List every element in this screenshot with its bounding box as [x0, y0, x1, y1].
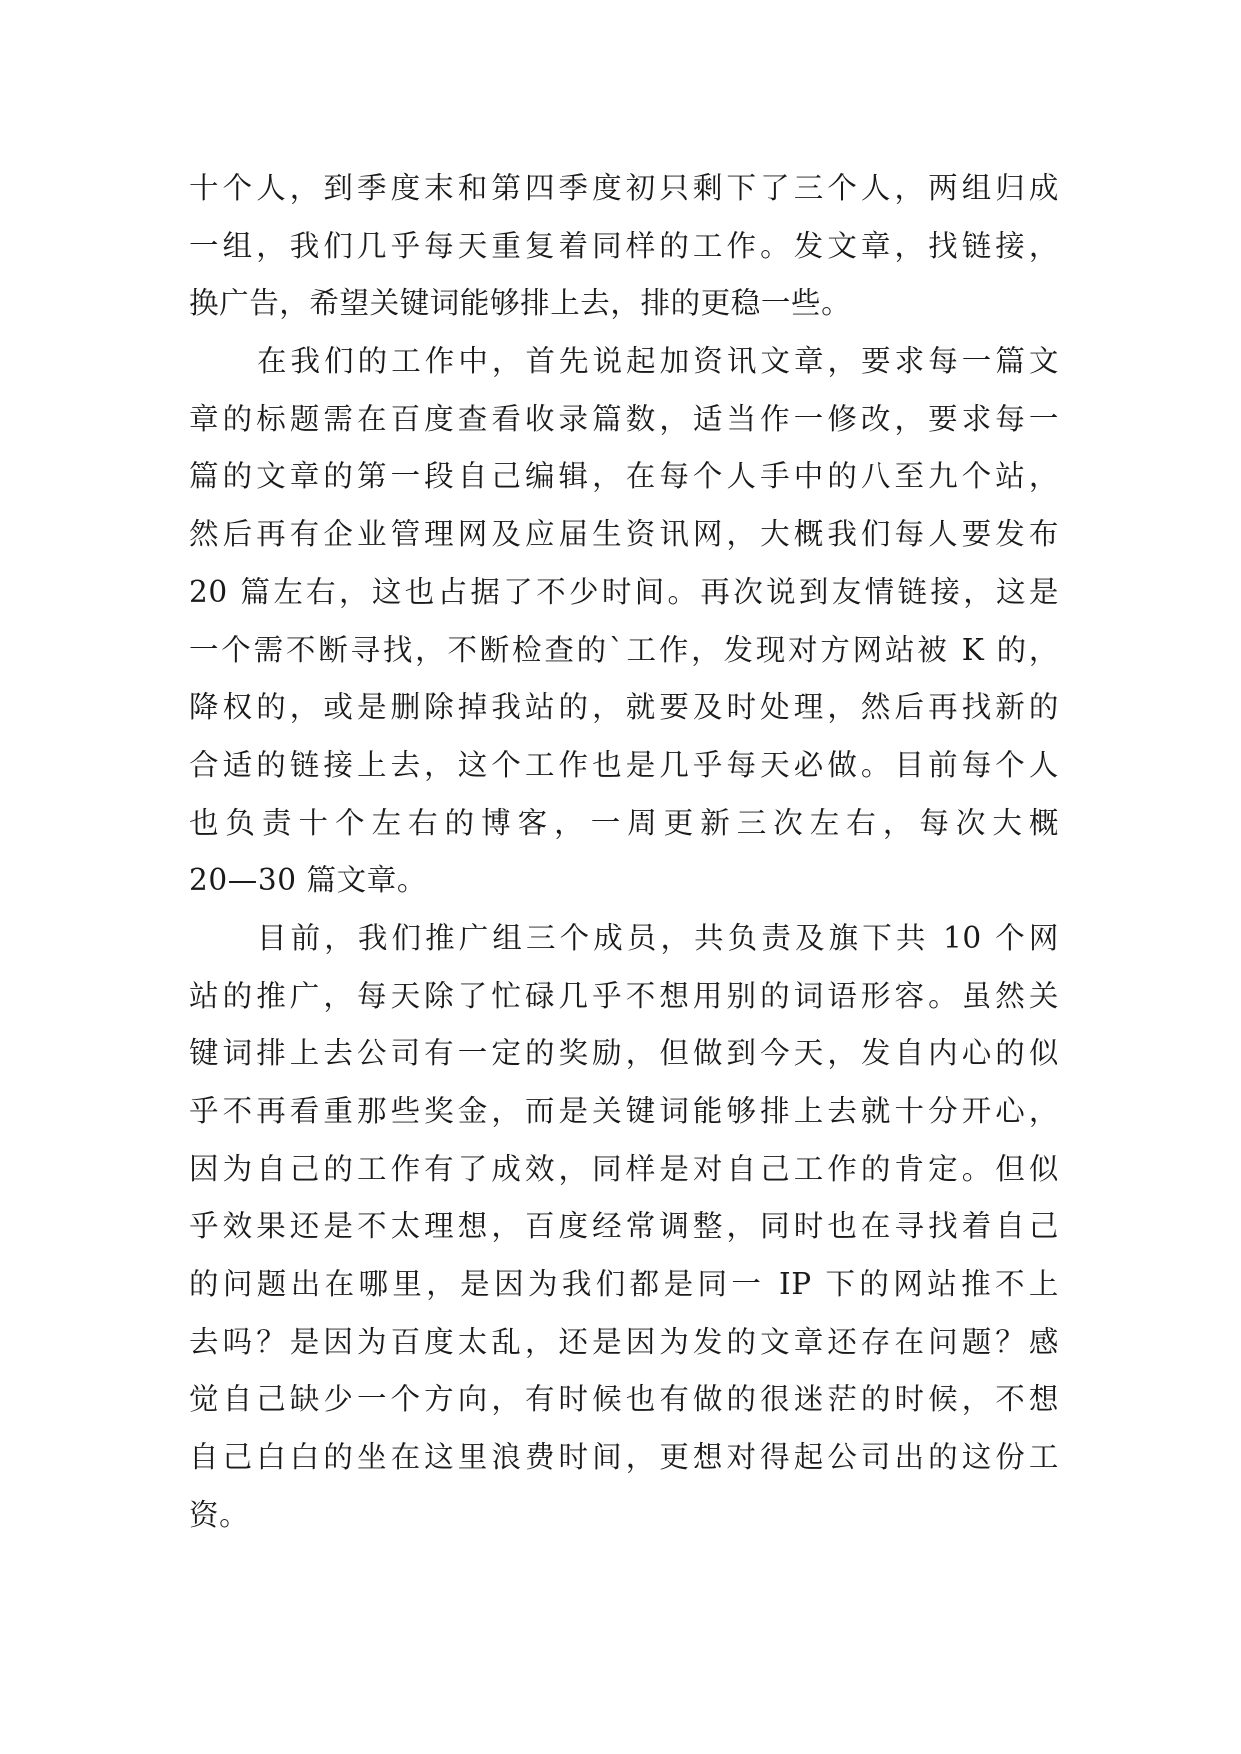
- text-line: 然后再有企业管理网及应届生资讯网，大概我们每人要发布: [189, 517, 1059, 552]
- text-line: 也负责十个左右的博客，一周更新三次左右，每次大概: [189, 805, 1059, 840]
- text-line: 觉自己缺少一个方向，有时候也有做的很迷茫的时候，不想: [189, 1382, 1059, 1417]
- paragraph-3: [189, 910, 1059, 1545]
- text-line: 十个人，到季度末和第四季度初只剩下了三个人，两组归成: [189, 171, 1059, 205]
- text-line: 目前，我们推广组三个成员，共负责及旗下共 10 个网: [257, 920, 1059, 955]
- text-line: 乎效果还是不太理想，百度经常调整，同时也在寻找着自己: [189, 1209, 1059, 1244]
- document-body: [189, 160, 1059, 1545]
- text-line: 在我们的工作中，首先说起加资讯文章，要求每一篇文: [257, 344, 1059, 379]
- text-line: 站的推广，每天除了忙碌几乎不想用别的词语形容。虽然关: [189, 978, 1059, 1013]
- text-line: 的问题出在哪里，是因为我们都是同一 IP 下的网站推不上: [189, 1267, 1059, 1302]
- text-line: 换广告，希望关键词能够排上去，排的更稳一些。: [189, 286, 852, 321]
- text-line: 一个需不断寻找，不断检查的`工作，发现对方网站被 K 的，: [189, 632, 1059, 667]
- text-line: 因为自己的工作有了成效，同样是对自己工作的肯定。但似: [189, 1151, 1059, 1186]
- paragraph-1: [189, 160, 1059, 333]
- text-line: 键词排上去公司有一定的奖励，但做到今天，发自内心的似: [189, 1036, 1059, 1071]
- text-line: 20 篇左右，这也占据了不少时间。再次说到友情链接，这是: [189, 574, 1059, 609]
- text-line: 篇的文章的第一段自己编辑，在每个人手中的八至九个站，: [189, 459, 1059, 494]
- text-line: 资。: [189, 1497, 250, 1532]
- text-line: 章的标题需在百度查看收录篇数，适当作一修改，要求每一: [189, 401, 1059, 436]
- text-line: 乎不再看重那些奖金，而是关键词能够排上去就十分开心，: [189, 1094, 1059, 1128]
- text-line: 自己白白的坐在这里浪费时间，更想对得起公司出的这份工: [189, 1440, 1059, 1475]
- text-line: 20—30 篇文章。: [189, 863, 427, 898]
- text-line: 去吗？是因为百度太乱，还是因为发的文章还存在问题？感: [189, 1324, 1059, 1359]
- text-line: 一组，我们几乎每天重复着同样的工作。发文章，找链接，: [189, 228, 1059, 263]
- text-line: 合适的链接上去，这个工作也是几乎每天必做。目前每个人: [189, 747, 1059, 782]
- paragraph-2: [189, 333, 1059, 910]
- text-line: 降权的，或是删除掉我站的，就要及时处理，然后再找新的: [189, 690, 1059, 725]
